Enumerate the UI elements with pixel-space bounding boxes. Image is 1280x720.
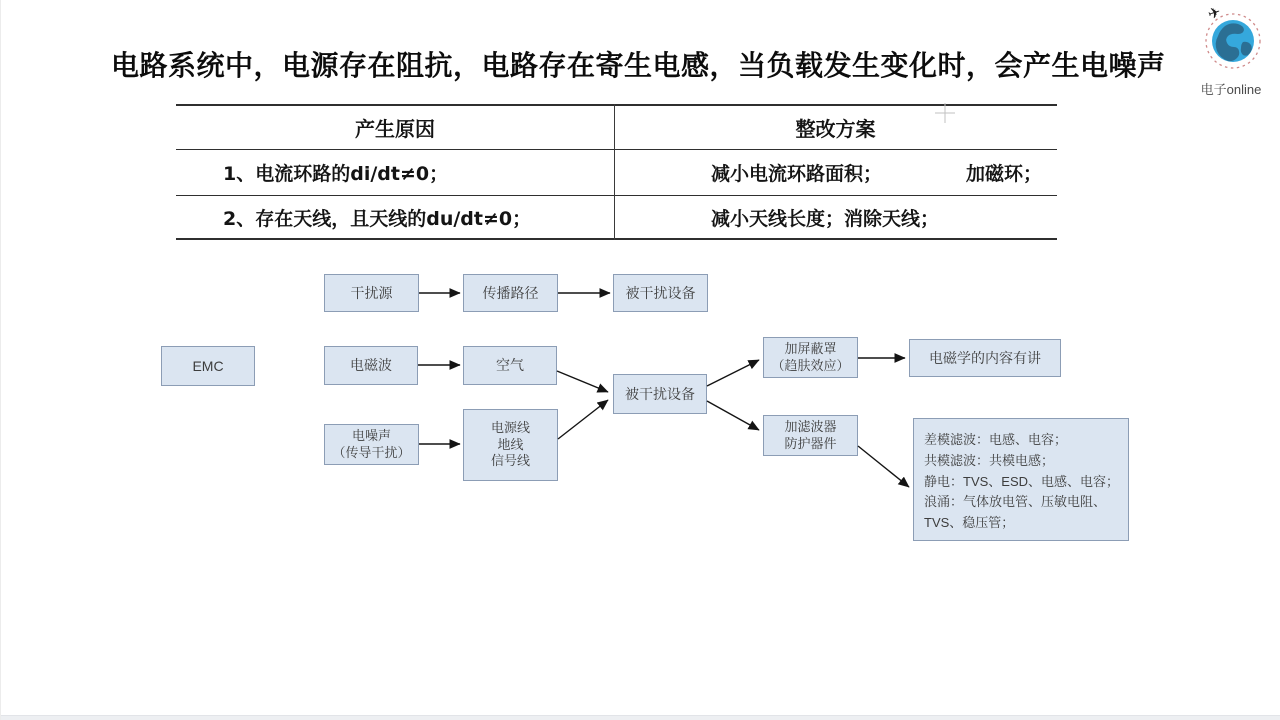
flow-node-shield-line2: （趋肤效应） xyxy=(771,357,850,373)
flow-node-victim-label: 被干扰设备 xyxy=(625,385,695,402)
flow-node-interference-source xyxy=(324,274,419,312)
flow-node-noise-line2: （传导干扰） xyxy=(332,444,411,460)
flow-node-emc xyxy=(161,346,255,386)
table-row1-fix-b: 加磁环； xyxy=(966,163,1043,185)
flow-node-wires-line1: 电源线 xyxy=(490,419,530,435)
flow-node-source-label: 干扰源 xyxy=(350,284,393,301)
flow-node-noise-line1: 电噪声 xyxy=(351,427,391,443)
window-bottom-edge xyxy=(1,715,1280,720)
table-bottom-rule xyxy=(176,238,1057,240)
flow-node-filter-detail xyxy=(913,418,1129,541)
flow-node-path-label: 传播路径 xyxy=(482,284,539,301)
arrow-victim-to-filter xyxy=(707,401,759,430)
flow-node-emc-label: EMC xyxy=(192,357,224,374)
flow-node-filter xyxy=(763,415,858,456)
flow-node-em-course xyxy=(909,339,1061,377)
arrow-filter-to-detail xyxy=(858,446,909,487)
table-row1-fix-a: 减小电流环路面积； xyxy=(711,163,883,185)
arrow-wires-to-victim xyxy=(558,400,608,439)
flow-node-wires-line3: 信号线 xyxy=(490,453,530,469)
table-row1-cause: 1、电流环路的di/dt≠0； xyxy=(223,163,449,185)
flow-node-wires-line2: 地线 xyxy=(497,436,524,452)
flow-node-air xyxy=(463,346,557,385)
filter-detail-line2: 共模滤波：共模电感； xyxy=(924,452,1055,468)
flow-node-electrical-noise xyxy=(324,424,419,465)
globe-icon xyxy=(1195,6,1267,72)
flow-node-filter-line2: 防护器件 xyxy=(784,435,837,451)
logo xyxy=(1187,6,1275,98)
flow-node-air-label: 空气 xyxy=(496,357,524,374)
flow-node-shield-line1: 加屏蔽罩 xyxy=(784,340,837,356)
flow-node-em-wave xyxy=(324,346,418,385)
flow-node-shield xyxy=(763,337,858,378)
filter-detail-line3: 静电：TVS、ESD、电感、电容； xyxy=(924,473,1120,489)
flow-node-wires xyxy=(463,409,558,481)
page-title: 电路系统中，电源存在阻抗，电路存在寄生电感，当负载发生变化时，会产生电噪声 xyxy=(111,49,1166,82)
arrow-air-to-victim xyxy=(557,371,608,392)
flow-node-em-course-label: 电磁学的内容有讲 xyxy=(929,349,1041,366)
table-header-fix: 整改方案 xyxy=(795,117,876,141)
cursor-crosshair-artifact xyxy=(934,102,956,124)
table-row2-fix: 减小天线长度；消除天线； xyxy=(711,207,940,230)
flow-node-propagation-path xyxy=(463,274,558,312)
arrow-victim-to-shield xyxy=(707,360,759,386)
table-header-cause: 产生原因 xyxy=(355,117,435,141)
logo-label: 电子online xyxy=(1200,82,1262,97)
flow-node-victim-device-top xyxy=(613,274,708,312)
flow-node-victim-device-center xyxy=(613,374,707,414)
filter-detail-line1: 差模滤波：电感、电容； xyxy=(924,432,1068,447)
plane-icon: ✈ xyxy=(1205,6,1224,24)
flow-node-filter-line1: 加滤波器 xyxy=(784,418,837,434)
flow-node-victim-top-label: 被干扰设备 xyxy=(625,284,696,301)
table-row2-cause: 2、存在天线，且天线的du/dt≠0； xyxy=(223,207,532,230)
filter-detail-line4: 浪涌：气体放电管、压敏电阻、TVS、稳压管； xyxy=(924,494,1107,531)
flow-node-em-wave-label: 电磁波 xyxy=(350,357,392,374)
